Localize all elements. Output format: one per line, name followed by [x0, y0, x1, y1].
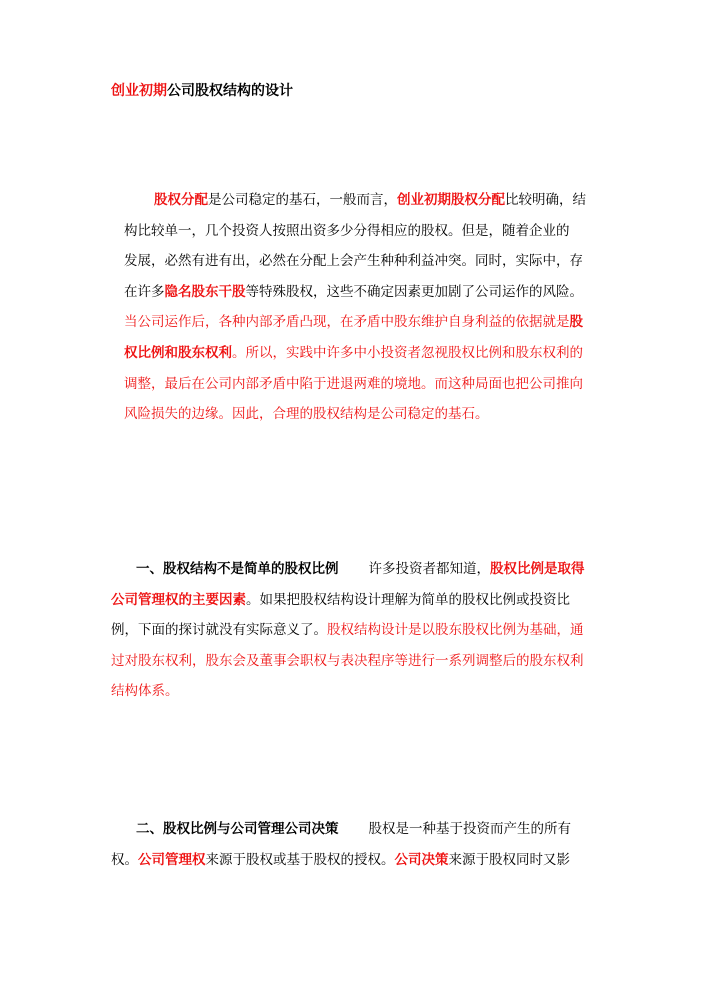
title-red-part: 创业初期 — [111, 83, 167, 99]
paragraph-line — [111, 585, 621, 616]
paragraph-line — [111, 814, 621, 845]
paragraph-line: 调整，最后在公司内部矛盾中陷于进退两难的境地。而这种局面也把公司推向 — [124, 375, 583, 392]
section-two — [111, 814, 621, 875]
highlight-text: 创业初期股权分配 — [397, 192, 505, 208]
paragraph-line: 发展，必然有进有出，必然在分配上会产生种种利益冲突。同时，实际中，存 — [124, 253, 583, 270]
paragraph-line: 结构体系。 — [111, 683, 179, 700]
section-heading: 一、股权结构不是简单的股权比例 — [136, 561, 339, 577]
body-text: 等特殊股权，这些不确定因素更加剧了公司运作的风险。 — [245, 283, 583, 300]
paragraph-line: 过对股东权利，股东会及董事会职权与表决程序等进行一系列调整后的股东权利 — [111, 652, 584, 669]
paragraph-intro — [111, 185, 621, 430]
highlight-text: 股 — [569, 314, 583, 331]
paragraph-line — [111, 338, 621, 369]
highlight-text: 当公司运作后，各种内部矛盾凸现，在矛盾中股东维护自身利益的依据就是 — [124, 314, 570, 331]
highlight-text: 公司决策 — [394, 851, 449, 868]
highlight-text: 公司管理权 — [138, 851, 206, 868]
body-text: 股权是一种基于投资而产生的所有 — [368, 821, 571, 837]
title-black-part: 公司股权结构的设计 — [167, 83, 293, 99]
paragraph-line — [111, 277, 621, 308]
highlight-text: 股权结构设计是以股东股权比例为基础，通 — [327, 622, 584, 639]
highlight-text: 股权分配 — [154, 192, 208, 208]
paragraph-line: 构比较单一，几个投资人按照出资多少分得相应的股权。但是，随着企业的 — [124, 222, 570, 239]
body-text: 在许多 — [124, 283, 165, 300]
paragraph-line — [111, 307, 621, 338]
body-text: 。如果把股权结构设计理解为简单的股权比例或投资比 — [246, 591, 570, 608]
highlight-text: 隐名股东干股 — [164, 283, 246, 300]
section-heading: 二、股权比例与公司管理公司决策 — [136, 821, 339, 837]
highlight-text: 权比例和股东权利 — [124, 344, 232, 361]
highlight-text: 公司管理权的主要因素 — [111, 591, 246, 608]
body-text: 许多投资者都知道， — [368, 561, 490, 577]
paragraph-line — [111, 185, 621, 216]
page-title — [111, 81, 293, 101]
paragraph-line — [111, 615, 621, 646]
body-text: 例，下面的探讨就没有实际意义了。 — [111, 622, 327, 639]
paragraph-line: 风险损失的边缘。因此，合理的股权结构是公司稳定的基石。 — [124, 406, 489, 423]
body-text: 比较明确，结 — [505, 192, 586, 208]
body-text: 来源于股权同时又影 — [448, 851, 570, 868]
body-text: 是公司稳定的基石，一般而言， — [208, 192, 397, 208]
highlight-text: 。所以，实践中许多中小投资者忽视股权比例和股东权利的 — [232, 344, 583, 361]
paragraph-line — [111, 554, 621, 585]
body-text: 权。 — [111, 851, 138, 868]
highlight-text: 股权比例是取得 — [490, 561, 585, 577]
section-one — [111, 554, 621, 707]
paragraph-line — [111, 845, 621, 876]
body-text: 来源于股权或基于股权的授权。 — [205, 851, 395, 868]
